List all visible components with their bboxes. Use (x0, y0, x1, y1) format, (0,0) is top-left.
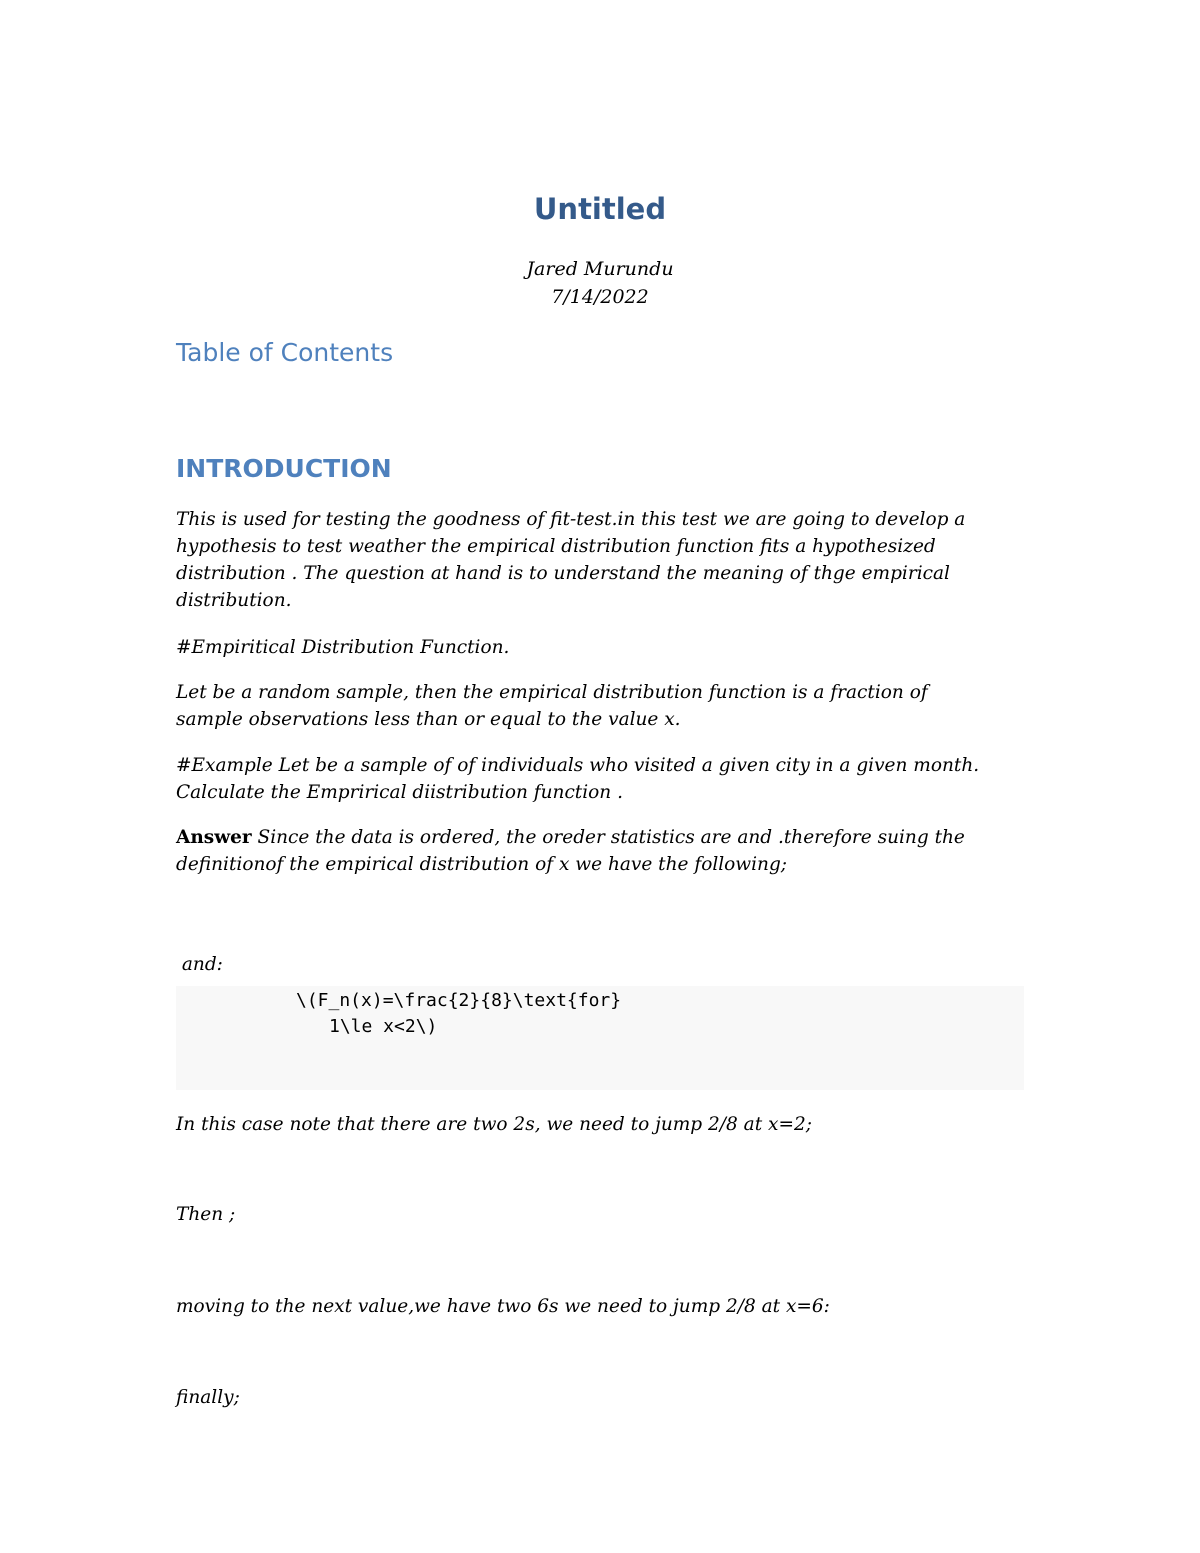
then-text: Then ; (176, 1204, 236, 1225)
finally-paragraph (176, 1384, 1006, 1411)
answer-paragraph (176, 824, 1006, 878)
let-line-2: sample observations less than or equal to the value x. (176, 709, 681, 730)
code-line-1: \(F_n(x)=\frac{2}{8}\text{for} (296, 990, 622, 1011)
table-of-contents-heading: Table of Contents (176, 338, 394, 367)
and-colon-text: and: (176, 954, 223, 975)
case-note-paragraph (176, 1111, 1006, 1138)
document-author: Jared Murundu (526, 258, 674, 280)
introduction-heading: INTRODUCTION (176, 454, 392, 483)
document-title: Untitled (533, 192, 667, 226)
document-date: 7/14/2022 (551, 286, 649, 308)
answer-line-1-text: Since the data is ordered, the oreder statistics are and .therefore suing the (251, 827, 965, 848)
moving-text: moving to the next value,we have two 6s we need to jump 2/8 at x=6: (176, 1296, 830, 1317)
answer-label: Answer (176, 827, 252, 848)
let-line-1: Let be a random sample, then the empirical distribution function is a fraction of (176, 682, 928, 703)
example-line-1: #Example Let be a sample of of individuals who visited a given city in a given month. (176, 755, 980, 776)
code-line-2: 1\le x<2\) (329, 1016, 438, 1037)
let-paragraph (176, 679, 1006, 733)
case-note-text: In this case note that there are two 2s, we need to jump 2/8 at x=2; (176, 1114, 812, 1135)
then-paragraph (176, 1201, 1006, 1228)
finally-text: finally; (176, 1387, 240, 1408)
intro-paragraph (176, 506, 1006, 614)
code-block (176, 986, 1024, 1090)
edf-heading-text: #Empiritical Distribution Function. (176, 637, 510, 658)
example-line-2: Calculate the Emprirical diistribution function . (176, 782, 623, 803)
example-paragraph (176, 752, 1006, 806)
moving-paragraph (176, 1293, 1006, 1320)
intro-line-3: distribution . The question at hand is to understand the meaning of thge empirical (176, 563, 950, 584)
answer-line-2: definitionof the empirical distribution of x we have the following; (176, 854, 788, 875)
intro-line-2: hypothesis to test weather the empirical distribution function fits a hypothesized (176, 536, 936, 557)
intro-line-1: This is used for testing the goodness of fit-test.in this test we are going to develop a (176, 509, 966, 530)
answer-line-1 (176, 824, 1006, 851)
intro-line-4: distribution. (176, 590, 292, 611)
edf-heading-paragraph (176, 634, 1006, 661)
